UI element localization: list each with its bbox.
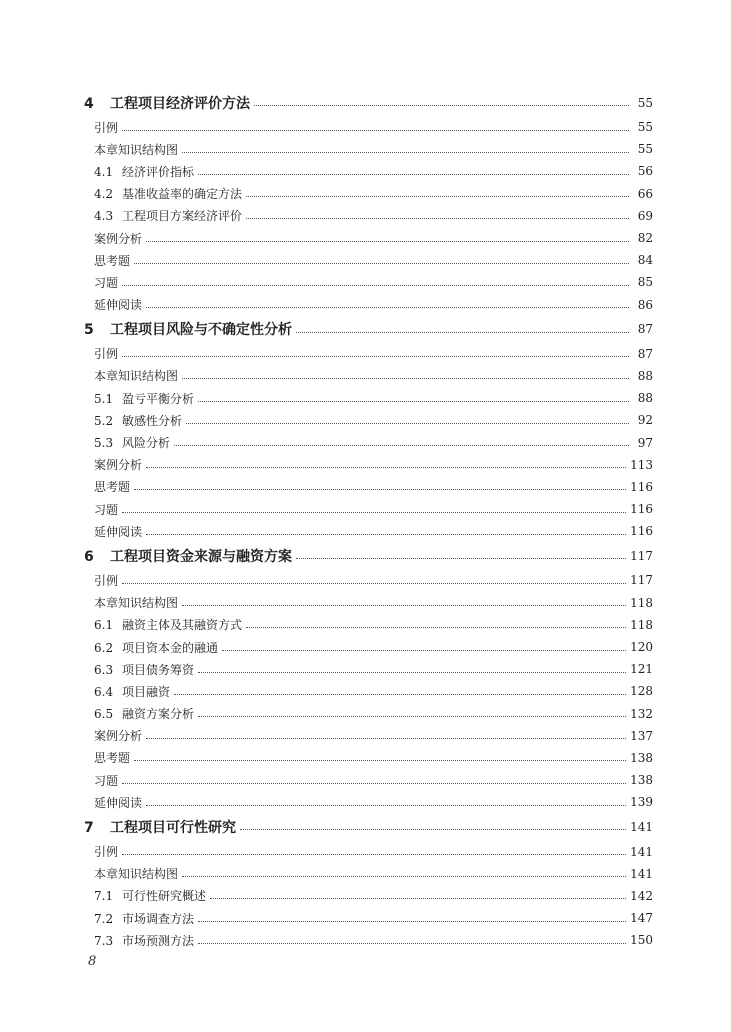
toc-entry-page: 84 bbox=[637, 253, 653, 268]
toc-entry-number: 6.1 bbox=[94, 618, 114, 633]
dot-leader bbox=[198, 672, 626, 673]
toc-entry-page: 139 bbox=[630, 795, 653, 810]
toc-entry-title: 引例 bbox=[94, 347, 119, 362]
toc-entry-page: 92 bbox=[637, 413, 653, 428]
toc-entry-title: 案例分析 bbox=[94, 729, 143, 744]
toc-entry-row bbox=[80, 592, 653, 614]
toc-chapter-row bbox=[80, 89, 653, 116]
toc-entry-lead bbox=[80, 93, 250, 113]
toc-entry-row bbox=[80, 205, 653, 227]
toc-entry-lead bbox=[80, 501, 118, 518]
dot-leader bbox=[122, 356, 629, 357]
toc-entry-number: 6 bbox=[84, 548, 94, 565]
toc-entry-lead bbox=[80, 794, 142, 811]
toc-chapter-row bbox=[80, 316, 653, 343]
toc-entry-title: 项目融资 bbox=[122, 684, 171, 699]
toc-entry-lead bbox=[80, 345, 118, 362]
toc-entry-page: 137 bbox=[630, 728, 653, 743]
toc-entry-number: 6.4 bbox=[94, 684, 114, 699]
toc-entry-row bbox=[80, 160, 653, 182]
toc-chapter-row bbox=[80, 542, 653, 569]
toc-entry-lead bbox=[80, 207, 242, 224]
toc-entry-row bbox=[80, 885, 653, 907]
toc-entry-page: 55 bbox=[637, 95, 653, 110]
toc-entry-lead bbox=[80, 661, 194, 678]
toc-entry-page: 97 bbox=[637, 435, 653, 450]
toc-entry-lead bbox=[80, 274, 118, 291]
toc-entry-number: 5.2 bbox=[94, 413, 114, 428]
toc-entry-row bbox=[80, 343, 653, 365]
toc-entry-lead bbox=[80, 594, 178, 611]
toc-entry-title: 思考题 bbox=[94, 253, 131, 268]
toc-entry-number: 4 bbox=[84, 95, 94, 112]
toc-chapter-row bbox=[80, 813, 653, 840]
toc-entry-title: 基准收益率的确定方法 bbox=[122, 187, 243, 202]
toc-entry-row bbox=[80, 249, 653, 271]
toc-entry-lead bbox=[80, 639, 218, 656]
toc-entry-title: 习题 bbox=[94, 275, 119, 290]
toc-entry-row bbox=[80, 454, 653, 476]
toc-entry-row bbox=[80, 498, 653, 520]
toc-entry-row bbox=[80, 520, 653, 542]
toc-entry-title: 工程项目资金来源与融资方案 bbox=[110, 548, 292, 565]
dot-leader bbox=[296, 558, 626, 559]
dot-leader bbox=[246, 627, 626, 628]
dot-leader bbox=[198, 174, 629, 175]
toc-entry-title: 引例 bbox=[94, 573, 119, 588]
toc-entry-lead bbox=[80, 141, 178, 158]
toc-entry-page: 142 bbox=[630, 888, 653, 903]
toc-entry-page: 147 bbox=[630, 911, 653, 926]
toc-entry-lead bbox=[80, 456, 142, 473]
dot-leader bbox=[296, 332, 629, 333]
toc-entry-page: 66 bbox=[637, 186, 653, 201]
toc-entry-page: 116 bbox=[630, 502, 653, 517]
toc-entry-title: 工程项目可行性研究 bbox=[110, 819, 236, 836]
toc-entry-page: 82 bbox=[637, 231, 653, 246]
toc-entry-page: 138 bbox=[630, 773, 653, 788]
dot-leader bbox=[122, 583, 626, 584]
dot-leader bbox=[146, 805, 626, 806]
toc-entry-title: 市场预测方法 bbox=[122, 933, 195, 948]
toc-entry-row bbox=[80, 431, 653, 453]
toc-entry-row bbox=[80, 747, 653, 769]
dot-leader bbox=[122, 854, 626, 855]
toc-entry-lead bbox=[80, 910, 194, 927]
toc-entry-page: 116 bbox=[630, 479, 653, 494]
toc-entry-lead bbox=[80, 865, 178, 882]
toc-entry-lead bbox=[80, 683, 170, 700]
toc-entry-title: 引例 bbox=[94, 120, 119, 135]
toc-entry-number: 7.2 bbox=[94, 911, 114, 926]
toc-entry-lead bbox=[80, 523, 142, 540]
toc-entry-number: 5.3 bbox=[94, 436, 114, 451]
toc-entry-page: 128 bbox=[630, 684, 653, 699]
toc-entry-title: 习题 bbox=[94, 502, 119, 517]
toc-entry-page: 141 bbox=[630, 866, 653, 881]
toc-entry-page: 138 bbox=[630, 750, 653, 765]
toc-entry-page: 120 bbox=[630, 640, 653, 655]
toc-entry-number: 6.5 bbox=[94, 707, 114, 722]
toc-entry-row bbox=[80, 271, 653, 293]
toc-entry-number: 7 bbox=[84, 819, 94, 836]
toc-entry-lead bbox=[80, 367, 178, 384]
toc-entry-lead bbox=[80, 705, 194, 722]
toc-entry-page: 87 bbox=[637, 322, 653, 337]
toc-entry-title: 可行性研究概述 bbox=[122, 889, 207, 904]
toc-entry-page: 55 bbox=[637, 120, 653, 135]
toc-entry-row bbox=[80, 409, 653, 431]
toc-entry-page: 85 bbox=[637, 275, 653, 290]
toc-entry-row bbox=[80, 840, 653, 862]
toc-entry-title: 思考题 bbox=[94, 751, 131, 766]
toc-entry-row bbox=[80, 636, 653, 658]
toc-entry-page: 116 bbox=[630, 524, 653, 539]
toc-entry-page: 69 bbox=[637, 208, 653, 223]
toc-entry-lead bbox=[80, 252, 130, 269]
toc-entry-row bbox=[80, 183, 653, 205]
toc-entry-title: 延伸阅读 bbox=[94, 298, 143, 313]
toc-entry-page: 141 bbox=[630, 819, 653, 834]
toc-entry-number: 4.2 bbox=[94, 187, 114, 202]
dot-leader bbox=[174, 445, 629, 446]
dot-leader bbox=[134, 263, 629, 264]
dot-leader bbox=[254, 105, 629, 106]
toc-entry-lead bbox=[80, 230, 142, 247]
toc-entry-lead bbox=[80, 163, 194, 180]
dot-leader bbox=[182, 152, 629, 153]
toc-entry-title: 本章知识结构图 bbox=[94, 142, 179, 157]
dot-leader bbox=[198, 921, 626, 922]
dot-leader bbox=[146, 738, 626, 739]
toc-entry-row bbox=[80, 294, 653, 316]
toc-entry-row bbox=[80, 614, 653, 636]
toc-entry-title: 习题 bbox=[94, 773, 119, 788]
toc-entry-lead bbox=[80, 817, 236, 837]
dot-leader bbox=[146, 307, 629, 308]
toc-entry-number: 6.3 bbox=[94, 662, 114, 677]
toc-entry-title: 案例分析 bbox=[94, 458, 143, 473]
toc-entry-page: 121 bbox=[630, 662, 653, 677]
dot-leader bbox=[134, 489, 626, 490]
toc-entry-title: 融资主体及其融资方式 bbox=[122, 618, 243, 633]
toc-entry-lead bbox=[80, 572, 118, 589]
toc-entry-number: 7.1 bbox=[94, 889, 114, 904]
toc-entry-lead bbox=[80, 749, 130, 766]
toc-entry-row bbox=[80, 365, 653, 387]
toc-entry-row bbox=[80, 116, 653, 138]
toc-entry-title: 盈亏平衡分析 bbox=[122, 391, 195, 406]
toc-entry-lead bbox=[80, 478, 130, 495]
toc-entry-title: 市场调查方法 bbox=[122, 911, 195, 926]
dot-leader bbox=[182, 378, 629, 379]
toc-entry-lead bbox=[80, 932, 194, 949]
toc-entry-page: 150 bbox=[630, 933, 653, 948]
toc-entry-page: 88 bbox=[637, 391, 653, 406]
dot-leader bbox=[122, 512, 626, 513]
toc-entry-lead bbox=[80, 616, 242, 633]
toc-entry-title: 思考题 bbox=[94, 480, 131, 495]
toc-entry-row bbox=[80, 769, 653, 791]
toc-entry-lead bbox=[80, 843, 118, 860]
dot-leader bbox=[146, 467, 626, 468]
toc-entry-page: 132 bbox=[630, 706, 653, 721]
toc-entry-number: 5.1 bbox=[94, 391, 114, 406]
dot-leader bbox=[182, 876, 626, 877]
toc-entry-lead bbox=[80, 319, 292, 339]
toc-entry-title: 本章知识结构图 bbox=[94, 867, 179, 882]
dot-leader bbox=[186, 423, 629, 424]
toc-entry-row bbox=[80, 227, 653, 249]
dot-leader bbox=[146, 534, 626, 535]
toc-entry-page: 87 bbox=[637, 346, 653, 361]
toc-entry-number: 5 bbox=[84, 322, 94, 339]
toc-entry-page: 86 bbox=[637, 297, 653, 312]
dot-leader bbox=[240, 829, 626, 830]
dot-leader bbox=[246, 196, 629, 197]
toc-entry-lead bbox=[80, 296, 142, 313]
table-of-contents bbox=[80, 89, 653, 951]
toc-entry-page: 113 bbox=[630, 457, 653, 472]
dot-leader bbox=[122, 130, 629, 131]
toc-entry-lead bbox=[80, 727, 142, 744]
dot-leader bbox=[174, 694, 626, 695]
toc-entry-title: 风险分析 bbox=[122, 436, 171, 451]
toc-entry-title: 延伸阅读 bbox=[94, 795, 143, 810]
toc-entry-title: 敏感性分析 bbox=[122, 413, 183, 428]
toc-entry-row bbox=[80, 791, 653, 813]
dot-leader bbox=[122, 285, 629, 286]
dot-leader bbox=[198, 716, 626, 717]
dot-leader bbox=[198, 943, 626, 944]
toc-entry-title: 案例分析 bbox=[94, 231, 143, 246]
toc-entry-lead bbox=[80, 772, 118, 789]
toc-entry-row bbox=[80, 569, 653, 591]
toc-entry-page: 141 bbox=[630, 844, 653, 859]
toc-entry-row bbox=[80, 703, 653, 725]
dot-leader bbox=[222, 650, 626, 651]
page-number: 8 bbox=[88, 954, 97, 969]
toc-entry-title: 本章知识结构图 bbox=[94, 369, 179, 384]
toc-entry-row bbox=[80, 387, 653, 409]
dot-leader bbox=[122, 783, 626, 784]
toc-entry-row bbox=[80, 476, 653, 498]
toc-entry-row bbox=[80, 138, 653, 160]
toc-entry-title: 引例 bbox=[94, 845, 119, 860]
toc-entry-number: 6.2 bbox=[94, 640, 114, 655]
toc-entry-lead bbox=[80, 412, 182, 429]
dot-leader bbox=[146, 241, 629, 242]
dot-leader bbox=[182, 605, 626, 606]
toc-entry-title: 工程项目方案经济评价 bbox=[122, 209, 243, 224]
toc-entry-page: 117 bbox=[630, 573, 653, 588]
toc-entry-row bbox=[80, 680, 653, 702]
toc-entry-title: 延伸阅读 bbox=[94, 524, 143, 539]
toc-entry-lead bbox=[80, 887, 206, 904]
dot-leader bbox=[134, 760, 626, 761]
toc-entry-title: 本章知识结构图 bbox=[94, 596, 179, 611]
toc-entry-page: 117 bbox=[630, 548, 653, 563]
dot-leader bbox=[246, 218, 629, 219]
toc-entry-row bbox=[80, 907, 653, 929]
dot-leader bbox=[210, 898, 626, 899]
toc-entry-number: 4.3 bbox=[94, 209, 114, 224]
toc-entry-title: 工程项目风险与不确定性分析 bbox=[110, 322, 292, 339]
toc-entry-title: 项目资本金的融通 bbox=[122, 640, 219, 655]
toc-entry-row bbox=[80, 658, 653, 680]
toc-entry-title: 项目债务筹资 bbox=[122, 662, 195, 677]
toc-entry-number: 4.1 bbox=[94, 164, 114, 179]
dot-leader bbox=[198, 401, 629, 402]
toc-entry-lead bbox=[80, 185, 242, 202]
toc-entry-row bbox=[80, 929, 653, 951]
toc-entry-lead bbox=[80, 119, 118, 136]
toc-entry-row bbox=[80, 863, 653, 885]
toc-entry-title: 经济评价指标 bbox=[122, 164, 195, 179]
toc-entry-page: 118 bbox=[630, 595, 653, 610]
toc-entry-row bbox=[80, 725, 653, 747]
toc-entry-number: 7.3 bbox=[94, 933, 114, 948]
toc-entry-lead bbox=[80, 390, 194, 407]
toc-entry-page: 56 bbox=[637, 164, 653, 179]
toc-entry-title: 工程项目经济评价方法 bbox=[110, 95, 250, 112]
toc-entry-lead bbox=[80, 434, 170, 451]
toc-entry-page: 55 bbox=[637, 142, 653, 157]
toc-entry-title: 融资方案分析 bbox=[122, 707, 195, 722]
toc-entry-page: 88 bbox=[637, 368, 653, 383]
toc-entry-page: 118 bbox=[630, 617, 653, 632]
toc-entry-lead bbox=[80, 546, 292, 566]
